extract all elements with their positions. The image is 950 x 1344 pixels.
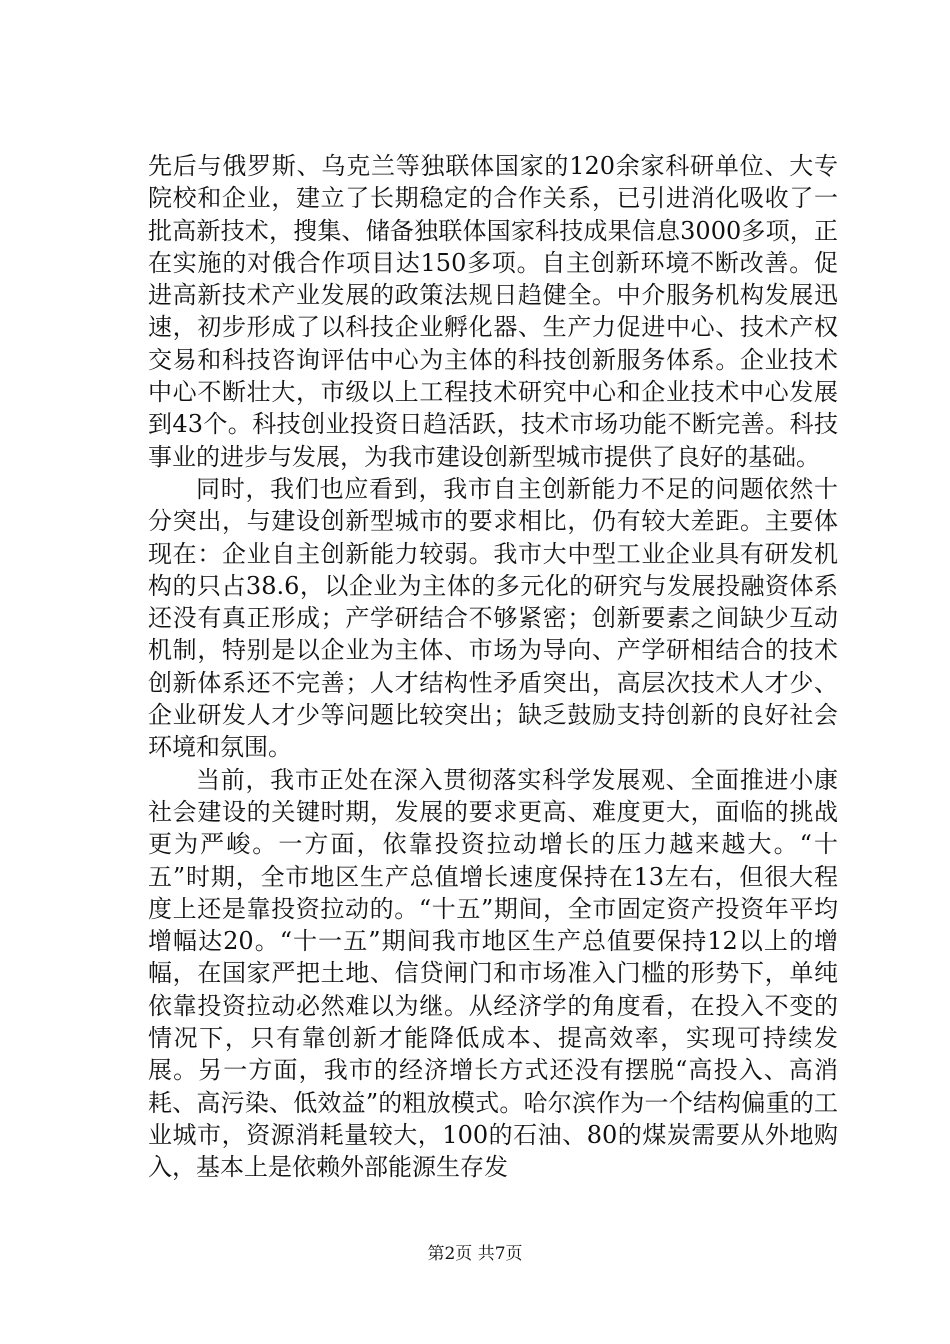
paragraph-2: 同时，我们也应看到，我市自主创新能力不足的问题依然十分突出，与建设创新型城市的要求相比，仍有较大差距。主要体现在：企业自主创新能力较弱。我市大中型工业企业具有研发机构的只占38.6，以企业为主体的多元化的研究与发展投融资体系还没有真正形成；产学研结合不够紧密；创新要素之间缺少互动机制，特别是以企业为主体、市场为导向、产学研相结合的技术创新体系还不完善；人才结构性矛盾突出，高层次技术人才少、企业研发人才少等问题比较突出；缺乏鼓励支持创新的良好社会环境和氛围。 [148, 474, 838, 762]
paragraph-3: 当前，我市正处在深入贯彻落实科学发展观、全面推进小康社会建设的关键时期，发展的要求更高、难度更大，面临的挑战更为严峻。一方面，依靠投资拉动增长的压力越来越大。“十五”时期，全市地区生产总值增长速度保持在13左右，但很大程度上还是靠投资拉动的。“十五”期间，全市固定资产投资年平均增幅达20。“十一五”期间我市地区生产总值要保持12以上的增幅，在国家严把土地、信贷闸门和市场准入门槛的形势下，单纯依靠投资拉动必然难以为继。从经济学的角度看，在投入不变的情况下，只有靠创新才能降低成本、提高效率，实现可持续发展。另一方面，我市的经济增长方式还没有摆脱“高投入、高消耗、高污染、低效益”的粗放模式。哈尔滨作为一个结构偏重的工业城市，资源消耗量较大，100的石油、80的煤炭需要从外地购入，基本上是依赖外部能源生存发 [148, 765, 838, 1182]
page-footer: 第2页 共7页 [427, 1244, 523, 1264]
document-body [148, 150, 838, 1184]
paragraph-1: 先后与俄罗斯、乌克兰等独联体国家的120余家科研单位、大专院校和企业，建立了长期稳定的合作关系，已引进消化吸收了一批高新技术，搜集、储备独联体国家科技成果信息3000多项，正在实施的对俄合作项目达150多项。自主创新环境不断改善。促进高新技术产业发展的政策法规日趋健全。中介服务机构发展迅速，初步形成了以科技企业孵化器、生产力促进中心、技术产权交易和科技咨询评估中心为主体的科技创新服务体系。企业技术中心不断壮大，市级以上工程技术研究中心和企业技术中心发展到43个。科技创业投资日趋活跃，技术市场功能不断完善。科技事业的进步与发展，为我市建设创新型城市提供了良好的基础。 [148, 152, 838, 471]
